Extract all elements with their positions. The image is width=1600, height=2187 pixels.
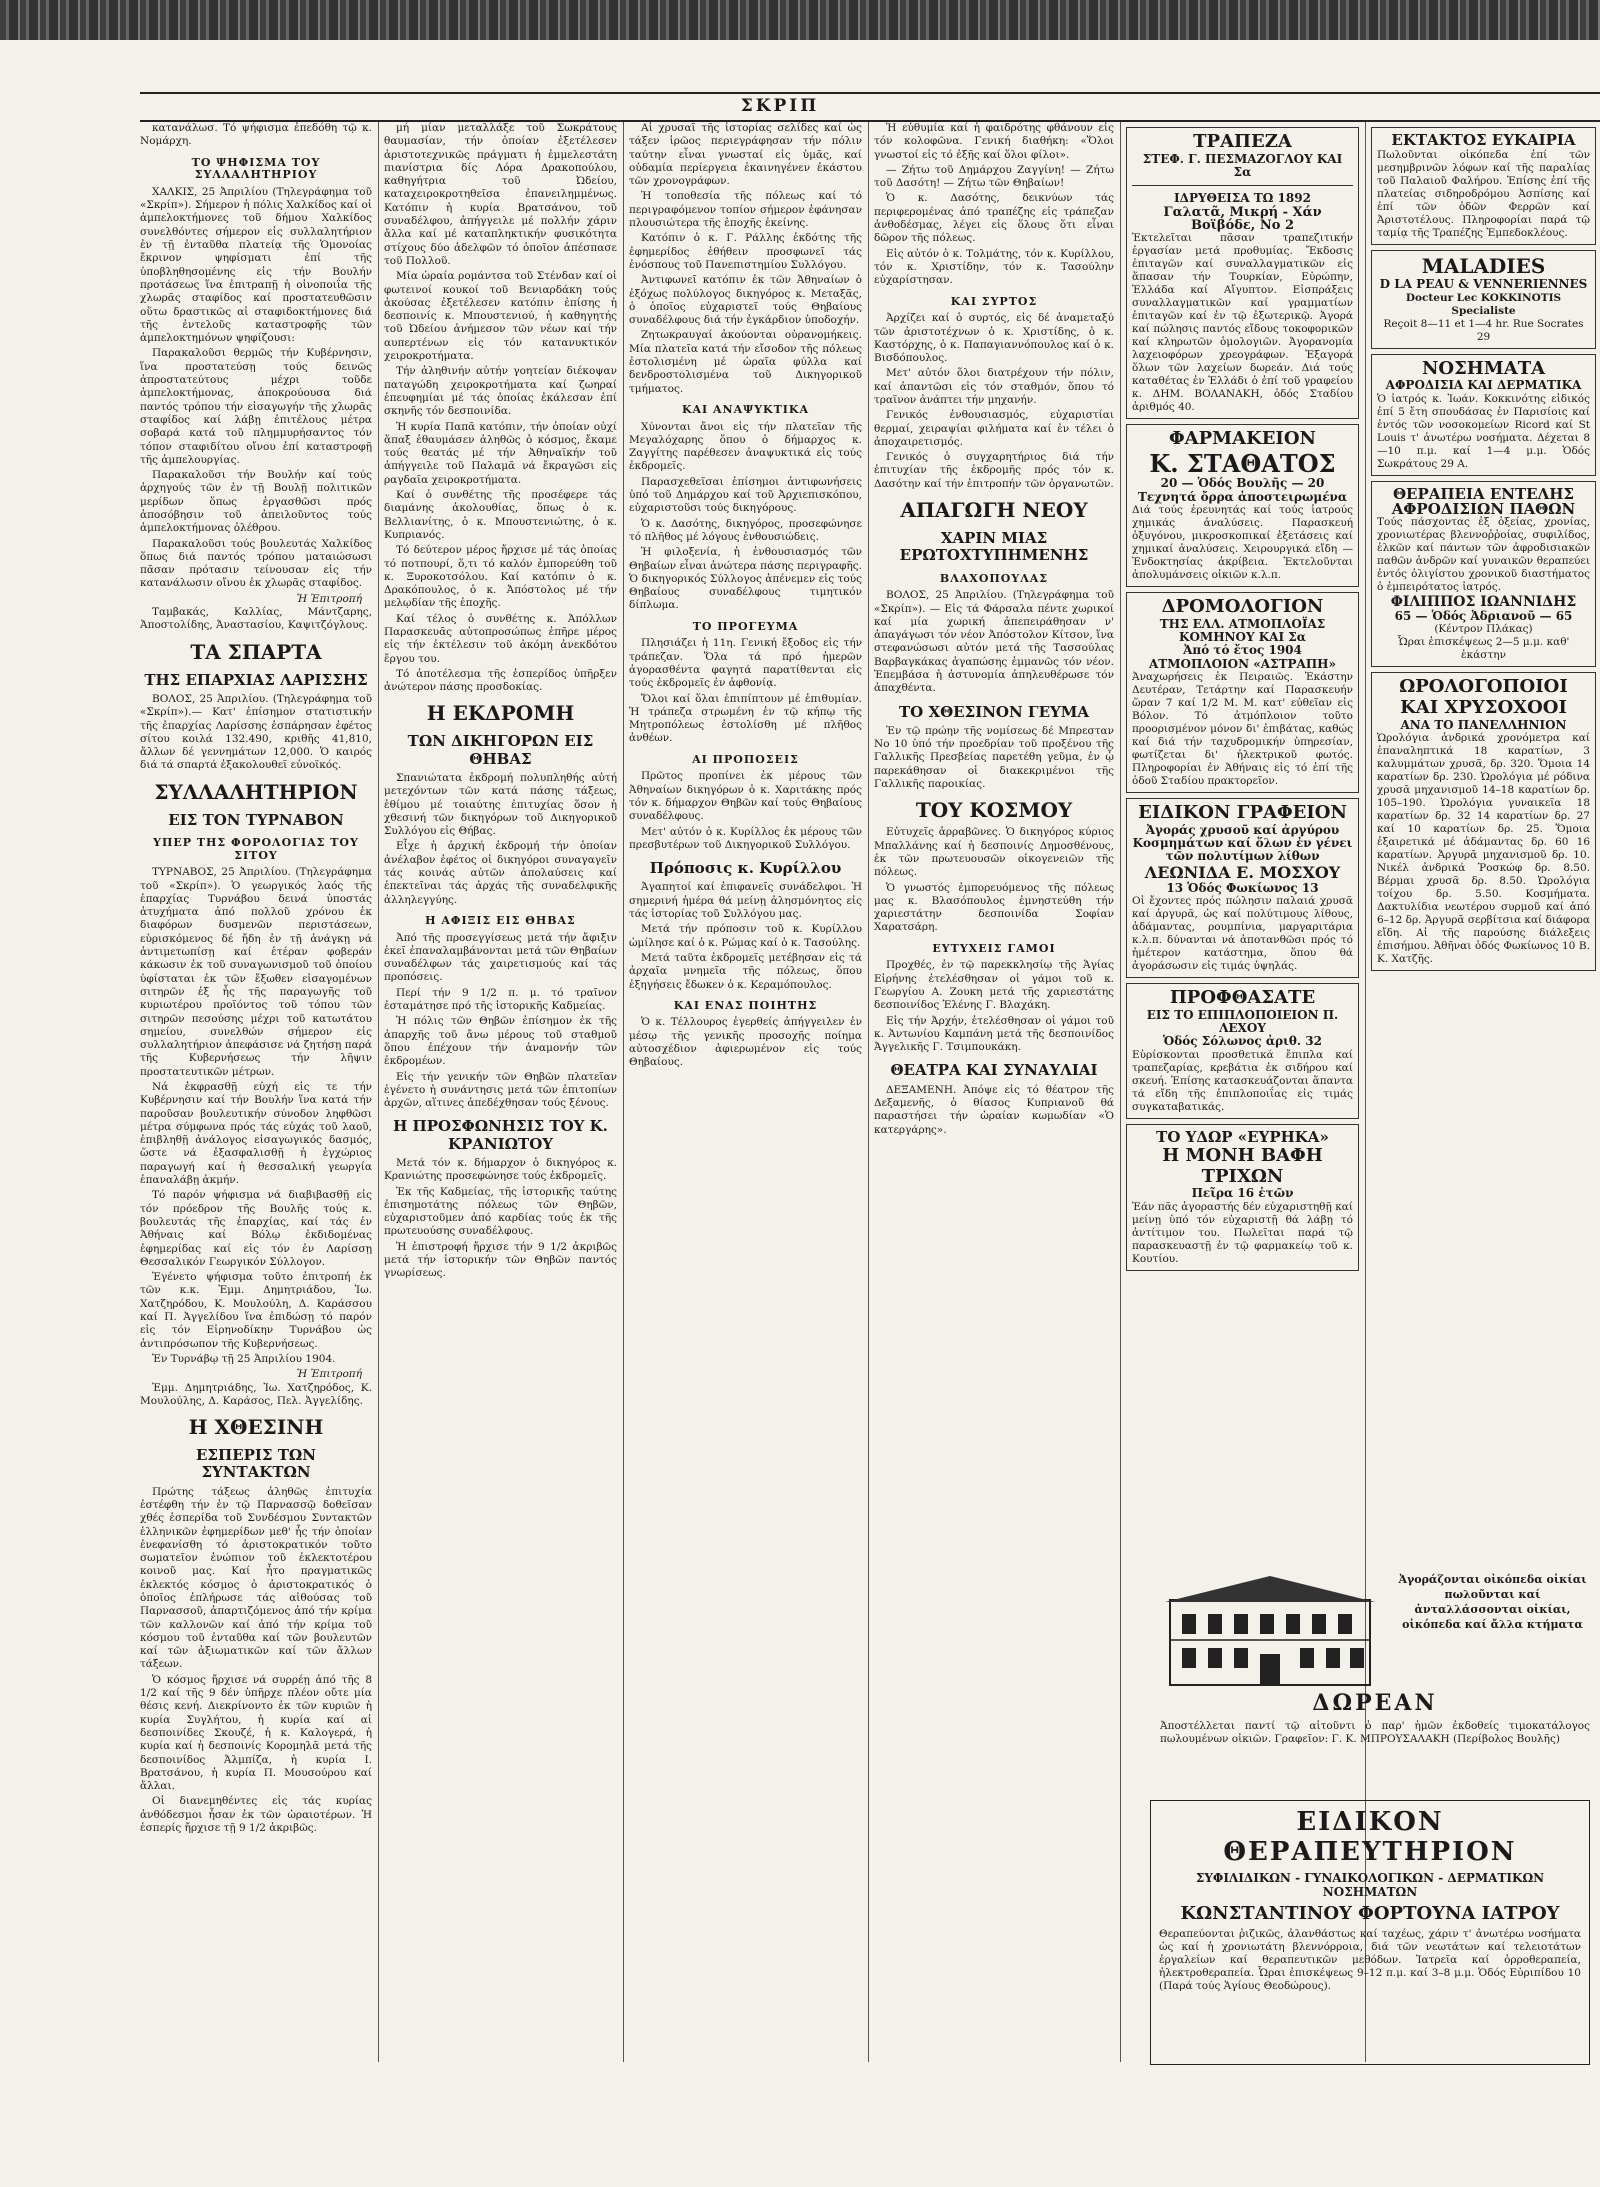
article-heading: ΑΙ ΠΡΟΠΟΣΕΙΣ: [692, 752, 799, 766]
watch-title: ΩΡΟΛΟΓΟΠΟΙΟΙ: [1399, 676, 1568, 698]
newspaper-name: ΣΚΡΙΠ: [740, 96, 820, 116]
article-paragraph: Χύνονται ἄνοι εἰς τήν πλατεῖαν τῆς Μεγαλόχαρης ὅπου ὁ δήμαρχος κ. Ζαγγίτης παρέθεσεν ἀναψυκτικά εἰς τούς ἐκδρομεῖς.: [629, 420, 862, 473]
eureka-body: Ἐάν πᾶς ἀγοραστής δέν εὐχαριστηθῇ καί μείνῃ ὑπό τόν εὐχαριστῇ θά λάβῃ τό ἀντίτιμον του. Πωλεῖται παρά τῷ παρασκευαστῇ ἐν τῷ φαρμακείῳ τοῦ κ. Κουτίου.: [1132, 1200, 1353, 1265]
article-paragraph: Ὁ κ. Δασότης, δεικνύων τάς περιφερομένας ἀπό τραπέζης εἰς τράπεζαν ἀνθοδέσμας, λέγει εἰς ὅλους ὅτι εἶναι δῶρον τῆς πόλεως.: [874, 192, 1114, 245]
article-paragraph: ΤΥΡΝΑΒΟΣ, 25 Ἀπριλίου. (Τηλεγράφημα τοῦ «Σκρίπ»). Ὁ γεωργικός λαός τῆς ἐπαρχίας Τυρνάβου δεινά ὑποστάς ἀτυχήματα ἀπό πολλοῦ χρόνου ἐκ διαφόρων δυσμενῶν περιστάσεων, εὑρισκόμενος δέ ἤδη ἐν τῇ ἀνάγκῃ νά ἀντιμετωπίσῃ καί ἑτέραν φοβεράν κάκωσιν ἐκ τοῦ συναγωνισμοῦ τοῦ ὁποίου ὑφίσταται ἐκ τῶν ἔξωθεν εἰσαγομένων σιτηρῶν ἐξ ἧς τῆς παραγωγῆς τοῦ κυριωτέρου προϊόντος τοῦ τόπου τῶν σιτηρῶν πεσούσης μέχρι τοῦ κατωτάτου σημείου, συνελθών σήμερον εἰς συλλαλητήριον ἀπεφάσισε νά ζητήσῃ παρά τῆς Κυβερνήσεως τήν λῆψιν προστατευτικῶν μέτρων.: [140, 866, 372, 1078]
article-heading: ΣΥΛΛΑΛΗΤΗΡΙΟΝ: [154, 779, 358, 804]
watch-ad: [1371, 672, 1596, 971]
article-paragraph: Καί τέλος ὁ συνθέτης κ. Ἀπόλλων Παρασκευᾶς αὐτοπροσώπως ἐπῆρε μέρος εἰς τήν ἐκτέλεσιν τοῦ ἀκόμη ἀνεκδότου ἔργου του.: [384, 612, 617, 665]
article-paragraph: ΒΟΛΟΣ, 25 Ἀπριλίου. (Τηλεγράφημα τοῦ «Σκρίπ»).— Κατ' ἐπίσημον στατιστικήν τῆς ἐπαρχίας Λαρίσσης ἐσπάρησαν ἐφέτος σίτου κοιλά 132.490, κριθῆς 41,810, ἄλλων δέ γεννημάτων 12,000. Ὁ καιρός διά τά σπαρτά ἐξακολουθεῖ εὐνοϊκός.: [140, 692, 372, 772]
article-paragraph: Παρακαλοῦσι τούς βουλευτάς Χαλκίδος ὅπως διά παντός τρόπου ματαιώσωσι πᾶσαν πρότασιν τείνουσαν εἰς τήν κατανάλωσιν οἴνου ἐκ χλωρᾶς σταφίδος.: [140, 537, 372, 590]
clinic-ad: [1150, 1800, 1590, 2065]
article-paragraph: Ἡ πόλις τῶν Θηβῶν ἐπίσημον ἐκ τῆς ἀπαρχῆς τοῦ ἄνω μέρους τοῦ σταθμοῦ ὅπου ἐπέχουν τήν ἀναμονήν τῶν ἐκδρομέων.: [384, 1015, 617, 1068]
pharmacy-title: ΦΑΡΜΑΚΕΙΟΝ: [1169, 428, 1316, 450]
shipping-subtitle: ΤΗΣ ΕΛΛ. ΑΤΜΟΠΛΟΪΑΣ ΚΟΜΗΝΟΥ ΚΑΙ Σα: [1159, 616, 1326, 645]
emergency-ad: [1371, 127, 1596, 245]
article-paragraph: Ὁ κ. Δασότης, δικηγόρος, προσεφώνησε τό πλῆθος μέ λόγους ἐνθουσιώδεις.: [629, 517, 862, 543]
article-paragraph: Ἀγαπητοί καί ἐπιφανεῖς συνάδελφοι. Ἡ σημερινή ἡμέρα θά μείνῃ ἀλησμόνητος εἰς τάς ἱστορίας τοῦ Συλλόγου μας.: [629, 881, 862, 921]
shipping-title: ΔΡΟΜΟΛΟΓΙΟΝ: [1161, 596, 1324, 618]
article-paragraph: Ἀντιφωνεῖ κατόπιν ἐκ τῶν Ἀθηναίων ὁ ἐξόχως πολύλογος δικηγόρος κ. Μεταξᾶς, ὁ ὁποῖος εὐχαριστεῖ τούς Θηβαίους συναδέλφους διά τήν ἐγκάρδιον ὑποδοχήν.: [629, 274, 862, 327]
article-heading: Η ΠΡΟΣΦΩΝΗΣΙΣ ΤΟΥ Κ. ΚΡΑΝΙΩΤΟΥ: [393, 1117, 608, 1153]
article-heading: Η ΧΘΕΣΙΝΗ: [188, 1415, 324, 1440]
article-paragraph: ΒΟΛΟΣ, 25 Ἀπριλίου. (Τηλεγράφημα τοῦ «Σκρίπ»). — Εἰς τά Φάρσαλα πέντε χωρικοί καί μία χωρική ἀπεπειράθησαν ν' ἀπαγάγωσι τόν νέον Ἀπόστολον Κίτσον, ἵνα στεφανώσωσι αὐτόν μετά τῆς Τασσούλας Βαρβαγκάκας ἀγαπώσης ἐμμανῶς τόν νέον. Ἐπεμβάσα ἡ ἀστυνομία ἀπηλευθέρωσε τόν ἀπαχθέντα.: [874, 589, 1114, 695]
column-3: [629, 122, 862, 2072]
house-ad-text: Ἀγοράζονται οἰκόπεδα οἰκίαι πωλοῦνται καί ἀνταλλάσσονται οἰκίαι, οἰκόπεδα καί ἄλλα κτήματα: [1398, 1573, 1587, 1631]
clinic-title: ΕΙΔΙΚΟΝ ΘΕΡΑΠΕΥΤΗΡΙΟΝ: [1223, 1807, 1517, 1867]
article-paragraph: Προχθές, ἐν τῷ παρεκκλησίῳ τῆς Ἁγίας Εἰρήνης ἐτελέσθησαν οἱ γάμοι τοῦ κ. Γεωργίου Α. Ζουκη μετά τῆς χαριεστάτης δεσποινίδος Ἑλένης Γ. Βλαχάκη.: [874, 959, 1114, 1012]
maladies-doctor: Docteur Lec KOKKINOTIS Specialiste: [1405, 291, 1562, 317]
clinic-doctor-name: ΚΩΝΣΤΑΝΤΙΝΟΥ ΦΟΡΤΟΥΝΑ ΙΑΤΡΟΥ: [1180, 1903, 1560, 1924]
article-paragraph: — Ζήτω τοῦ Δημάρχου Ζαγγίνη! — Ζήτω τοῦ Δασότη! — Ζήτω τῶν Θηβαίων!: [874, 163, 1114, 190]
watch-subtitle: ΚΑΙ ΧΡΥΣΟΧΟΟΙ: [1400, 697, 1567, 719]
therapy-address-note: (Κέντρον Πλάκας): [1434, 623, 1533, 636]
office-subtitle: Ἀγοράς χρυσοῦ καί ἀργύρου Κοσμημάτων καί ὅλων ἐν γένει τῶν πολυτίμων λίθων: [1132, 822, 1353, 864]
article-heading: ΤΟ ΧΘΕΣΙΝΟΝ ΓΕΥΜΑ: [899, 702, 1089, 721]
article-heading: ΤΑ ΣΠΑΡΤΑ: [190, 639, 322, 664]
diseases-ad: [1371, 354, 1596, 476]
eureka-subtitle: Η ΜΟΝΗ ΒΑΦΗ ΤΡΙΧΩΝ: [1162, 1145, 1323, 1187]
ads-column-6: [1371, 122, 1596, 1562]
article-paragraph: κατανάλωσ. Τό ψήφισμα ἐπεδόθη τῷ κ. Νομάρχη.: [140, 122, 372, 148]
article-paragraph: Νά ἐκφρασθῇ εὐχή εἰς τε τήν Κυβέρνησιν καί τήν Βουλήν ἵνα κατά τήν παροῦσαν βουλευτικήν σύνοδον ληφθῶσι μέτρα σύμφωνα πρός τάς εὐχάς τοῦ λαοῦ, ἐπιβληθῇ ἀνάλογος εἰσαγωγικός δασμός, ὥστε νά ἐξασφαλισθῇ ἡ ἐγχώριος παραγωγή καί ἡ θεσσαλική γεωργία ἐπαναλάβῃ ἀκμήν.: [140, 1080, 372, 1187]
article-paragraph: Εὐτυχεῖς ἀρραβῶνες. Ὁ δικηγόρος κύριος Μπαλλάνης καί ἡ δεσποινίς Δημοσθένους, ἐκ τῶν πρωτευουσῶν οἰκογενειῶν τῆς πόλεως.: [874, 826, 1114, 879]
maladies-ad: [1371, 250, 1596, 348]
emergency-title: ΕΚΤΑΚΤΟΣ ΕΥΚΑΙΡΙΑ: [1391, 131, 1576, 149]
article-heading: ΚΑΙ ΕΝΑΣ ΠΟΙΗΤΗΣ: [673, 998, 818, 1012]
article-heading: ΘΕΑΤΡΑ ΚΑΙ ΣΥΝΑΥΛΙΑΙ: [890, 1061, 1098, 1080]
house-illustration-icon: [1160, 1570, 1380, 1690]
article-paragraph: Εἰς τήν γενικήν τῶν Θηβῶν πλατεῖαν ἐγένετο ἡ συνάντησις μετά τῶν ἐπιτοπίων ἀρχῶν, αἵτινες ἀπεδέχθησαν τούς ξένους.: [384, 1070, 617, 1110]
article-heading: Πρόποσις κ. Κυρίλλου: [649, 859, 842, 878]
eureka-title: ΤΟ ΥΔΩΡ «ΕΥΡΗΚΑ»: [1156, 1127, 1329, 1146]
clinic-body: Θεραπεύονται ῥιζικῶς, ἀλανθάστως καί ταχέως, χάριν τ' ἀνωτέρω νοσήματα ὡς καί ἡ χρονιωτάτη βλεννόρροια, διά τῶν νεωτάτων καί τελειοτάτων ἐργαλείων καί θεραπευτικῶν μεθόδων. Ἰατρεῖα καί ὀρροθεραπεία, ἠλεκτροθεραπεία. Ὧραι ἐπισκέψεως 9–12 π.μ. καί 3–8 μ.μ. Ὁδός Εὐριπίδου 10 (Παρά τούς Ἁγίους Θεοδώρους).: [1159, 1928, 1581, 1992]
watch-body: Ὡρολόγια ἀνδρικά χρονόμετρα καί ἐπαναληπτικά 18 καρατίων, 3 καλυμμάτων χρυσᾶ, δρ. 320. Ὅμοια 14 καρατίων δρ. 230. Ὡρολόγια μέ ρόδινα χρυσᾶ μηχανισμοῦ 14–18 καρατίων δρ. 105–190. Ὡρολόγια γυναικεῖα 18 καρατίων δρ. 32 14 καρατίων δρ. 27 καί 10 καρατίων δρ. 25. Ὅμοια ἐξαιρετικά μέ ἀδάμαντας δρ. 60 16 καρατίων. Ἀργυρᾶ μηχανισμοῦ δρ. 10. Νικέλ ἀνδρικά Ῥοσκώφ δρ. 8.50. Βέρμαι χρυσᾶ δρ. 8.50. Ὡρολόγια τοίχου δρ. 5.50. Κοσμήματα. Δακτυλίδια νεωτέρου συρμοῦ καί ἀπό 6–12 δρ. Ἀργυρᾶ σερβίτσια καί διάφορα εἴδη. Αἱ τῆς παρούσης διάλεξεις ἐπισήμου. Ἀθῆναι ὁδός Φωκίωνος 10 Β. Κ. Χατζῆς.: [1377, 732, 1590, 966]
eureka-proof: Πεῖρα 16 ἐτῶν: [1191, 1186, 1294, 1201]
eureka-ad: [1126, 1124, 1359, 1271]
article-paragraph: ΧΑΛΚΙΣ, 25 Ἀπριλίου (Τηλεγράφημα τοῦ «Σκρίπ»). Σήμερον ἡ πόλις Χαλκίδος καί οἱ ἀμπελοκτήμονες τοῦ δήμου Χαλκίδος συνελθόντες σήμερον εἰς συλλαλητήριον ἐν τῇ ἐνταῦθα πλατείᾳ τῆς Ὁμονοίας ἔκρινον ψηφίσματι ἐπί τῆς ὑποβληθησομένης εἰς τήν Βουλήν προτάσεως ἵνα ἐπιτραπῇ ἡ οἰνοποιΐα τῆς χλωρᾶς σταφίδος καί προστατευθῶσιν οὕτω δραστικῶς αἱ σταφιδοκτήμονες διά τῆς ἐντελοῦς καταστροφῆς τῶν ἀμπελοκτημόνων ψηφίζουσι:: [140, 185, 372, 345]
article-paragraph: Σπανιώτατα ἐκδρομή πολυπληθής αὐτή μετεχόντων τῶν κατά πάσης τάξεως, ἐθίμου μέ τοιαύτης ἐπιτυχίας ὅσον ἡ χθεσινή τῶν δικηγόρων τοῦ Δικηγορικοῦ Συλλόγου εἰς Θήβας.: [384, 771, 617, 838]
article-heading: ΤΟ ΨΗΦΙΣΜΑ ΤΟΥ ΣΥΛΛΑΛΗΤΗΡΙΟΥ: [191, 155, 321, 182]
article-paragraph: Περί τήν 9 1/2 π. μ. τό τραῖνον ἐσταμάτησε πρό τῆς ἱστορικῆς Καδμείας.: [384, 986, 617, 1013]
article-heading: ΤΟ ΠΡΟΓΕΥΜΑ: [692, 619, 799, 633]
office-address: 13 Ὁδός Φωκίωνος 13: [1166, 880, 1319, 895]
office-name: ΛΕΩΝΙΔΑ Ε. ΜΟΣΧΟΥ: [1144, 862, 1341, 882]
column-rule: [623, 122, 624, 2062]
article-paragraph: Ἡ φιλοξενία, ἡ ἐνθουσιασμός τῶν Θηβαίων εἶναι ἀνώτερα πάσης περιγραφῆς. Ὁ δικηγορικός Σύλλογος ἀπένεμεν εἰς τούς Θηβαίους συναδέλφους τιμητικόν δίπλωμα.: [629, 546, 862, 612]
provision-title: ΠΡΟΦΘΑΣΑΤΕ: [1169, 987, 1316, 1009]
therapy-body: Τούς πάσχοντας ἐξ ὀξείας, χρονίας, χρονιωτέρας βλεννοῤῥοίας, συφιλίδος, ἐλκῶν καί πάντων τῶν ἀφροδισιακῶν παθῶν ἀνδρῶν καί γυναικῶν θεραπεύει ἐντός ὀλιγίστου χρονικοῦ διαστήματος ὁ ἐμπειρότατος ἰατρός.: [1377, 516, 1590, 594]
article-paragraph: Εἰς αὐτόν ὁ κ. Τολμάτης, τόν κ. Κυρίλλου, τόν κ. Χριστίδην, τόν κ. Τασούλην εὐχαρίστησαν.: [874, 247, 1114, 287]
article-paragraph: Πλησιάζει ἡ 11η. Γενική ἔξοδος εἰς τήν τράπεζαν. Ὅλα τά πρό ἡμερῶν ἀγορασθέντα φαγητά παρατίθενται εἰς τούς ἐκδρομεῖς ἐν ἀφθονίᾳ.: [629, 637, 862, 690]
article-paragraph: Εἶχε ἡ ἀρχική ἐκδρομή τήν ὁποίαν ἀνέλαβον ἐφέτος οἱ δικηγόροι συναγαγεῖν τάς κοινάς αὐτῶν ἀπολαύσεις καί ἐπεκτεῖναι τάς ἀρχάς τῆς συναδελφικῆς ἀλληλεγγύης.: [384, 840, 617, 906]
article-paragraph: ΔΕΞΑΜΕΝΗ. Ἀπόψε εἰς τό θέατρον τῆς Δεξαμενῆς, ὁ θίασος Κυπριανοῦ θά παραστήσει τήν ὡραίαν κωμωδίαν «Ὁ κατεργάρης».: [874, 1083, 1114, 1136]
bank-title: ΤΡΑΠΕΖΑ: [1193, 131, 1292, 152]
watch-subtitle-2: ΑΝΑ ΤΟ ΠΑΝΕΛΛΗΝΙΟΝ: [1400, 717, 1567, 732]
article-paragraph: Μετ' αὐτόν ὅλοι διατρέχουν τήν πόλιν, καί ἀπαντῶσι εἰς τόν σταθμόν, ὅπου τό τραῖνον ἀνάπτει τήν μηχανήν.: [874, 367, 1114, 406]
diseases-subtitle: ΑΦΡΟΔΙΣΙΑ ΚΑΙ ΔΕΡΜΑΤΙΚΑ: [1385, 378, 1582, 393]
article-paragraph: Οἱ διανεμηθέντες εἰς τάς κυρίας ἀνθόδεσμοι ἦσαν ἐκ τῶν ὡραιοτέρων. Ἡ ἑσπερίς ἤρχισε τῇ 9 1/2 ἀκριβῶς.: [140, 1795, 372, 1835]
article-paragraph: Ἐν τῷ πρώην τῆς νομίσεως δέ Μπρεσταν Νο 10 ὑπό τήν προεδρίαν τοῦ προξένου τῆς Γαλλικῆς Πρεσβείας παρετέθη γεῦμα, ἐν ᾧ παρεκάθησαν οἱ διακεκριμένοι τῆς Γαλλικῆς παροικίας.: [874, 724, 1114, 791]
bank-ad: [1126, 127, 1359, 419]
article-paragraph: Ἐγένετο ψήφισμα τοῦτο ἐπιτροπή ἐκ τῶν κ.κ. Ἐμμ. Δημητριάδου, Ἰω. Χατζηρόδου, Κ. Μουλούλη, Δ. Καράσσου καί Π. Ἀγγελίδου ἵνα ἐπιδώσῃ τό παρόν εἰς τόν Εἰρηνοδίκην Τυρνάβου ὡς ἀντιπρόσωπον τῆς Κυβερνήσεως.: [140, 1271, 372, 1350]
article-paragraph: Γενικός ὁ συγχαρητήριος διά τήν ἐπιτυχίαν τῆς ἐκδρομῆς πρός τόν κ. Δασότην καί τήν ἐπιτροπήν τῶν ὀργανωτῶν.: [874, 451, 1114, 490]
article-paragraph: μή μίαν μεταλλάξε τοῦ Σωκράτους θαυμασίαν, τήν ὁποίαν ἐξετέλεσεν ἀριστοτεχνικῶς πράγματι ἡ ἐμμελεστάτη πιανίστρια δίς Λόρα Δρακοπούλου, καθηγήτρια τοῦ Ὠδείου, καταχειροκροτηθεῖσα ἐπανειλημμένως. Κατόπιν ἡ κυρία Βρατσάνου, τοῦ συναδέλφου, ἀπήγγειλε μέ πολλήν χάριν ἄλλα καί μέ καταπληκτικήν φυσικότητα στίχους δύο ἀδελφῶν τό ὁποῖον ἀπέσπασε τοῦ Πολλοῦ.: [384, 122, 617, 267]
clinic-subtitle: ΣΥΦΙΛΙΔΙΚΩΝ - ΓΥΝΑΙΚΟΛΟΓΙΚΩΝ - ΔΕΡΜΑΤΙΚΩΝ ΝΟΣΗΜΑΤΩΝ: [1195, 1871, 1545, 1899]
article-heading: ΕΥΤΥΧΕΙΣ ΓΑΜΟΙ: [932, 941, 1056, 955]
article-paragraph: Ἀρχίζει καί ὁ συρτός, εἰς δέ ἀναμεταξύ τῶν ἀριστοτέχνων ὁ κ. Χριστίδης, ὁ κ. Καστόρχης, ὁ κ. Παπαγιαννόπουλος καί ὁ κ. Βισδόπουλος.: [874, 312, 1114, 365]
article-heading: ΤΩΝ ΔΙΚΗΓΟΡΩΝ ΕΙΣ ΘΗΒΑΣ: [407, 732, 594, 768]
article-paragraph: Ἡ κυρία Παπᾶ κατόπιν, τήν ὁποίαν οὐχί ἅπαξ ἐθαυμάσεν ἀληθῶς ὁ κόσμος, ἔκαμε τούς θεατάς μέ τήν Ἀθηναϊκήν τοῦ ἀπήγγειλε τοῦ Παλαμᾶ νά ἔκραγῶσι εἰς ραγδαῖα χειροκροτήματα.: [384, 420, 617, 486]
article-paragraph: Ὅλοι καί ὅλαι ἐπιπίπτουν μέ ἐπιθυμίαν. Ἡ τράπεζα στρωμένη ἐν τῷ κήπῳ τῆς Μητροπόλεως ἐστολίσθη μέ πλῆθος ἀνθέων.: [629, 692, 862, 745]
provision-address: Ὁδός Σόλωνος ἀριθ. 32: [1163, 1034, 1322, 1049]
shipping-ad: [1126, 592, 1359, 793]
article-heading: ΤΟΥ ΚΟΣΜΟΥ: [915, 798, 1073, 823]
article-paragraph: Ταμβακάς, Καλλίας, Μάντζαρης, Ἀποστολίδης, Ἀναστασίου, Καψιτζόγλους.: [140, 606, 372, 632]
ads-column-5: [1126, 122, 1359, 1562]
article-heading: ΒΛΑΧΟΠΟΥΛΑΣ: [939, 571, 1049, 585]
article-paragraph: Παρασχεθεῖσαι ἐπίσημοι ἀντιφωνήσεις ὑπό τοῦ Δημάρχου καί τοῦ Ἀρχιεπισκόπου, εὐχαριστοῦσι τούς δικηγόρους.: [629, 475, 862, 515]
provision-body: Εὑρίσκονται προσθετικά ἔπιπλα καί τραπεζαρίας, κρεβάτια ἐκ σιδήρου καί σκευή. Ἐπίσης κατασκευάζονται ἅπαντα τά εἴδη τῆς ἐπιπλοποιΐας εἰς τιμάς συγκαταβατικάς.: [1132, 1048, 1353, 1113]
article-paragraph: Μετ' αὐτόν ὁ κ. Κυρίλλος ἐκ μέρους τῶν πρεσβυτέρων τοῦ Δικηγορικοῦ Συλλόγου.: [629, 825, 862, 851]
signature: Ἡ Ἐπιτροπή: [296, 592, 362, 605]
maladies-hours: Reçoit 8—11 et 1—4 hr. Rue Socrates 29: [1383, 317, 1584, 343]
bank-founded: ΙΔΡΥΘΕΙΣΑ ΤΩ 1892: [1174, 191, 1311, 206]
article-paragraph: Πρώτης τάξεως ἀληθῶς ἐπιτυχία ἐστέφθη τήν ἐν τῷ Παρνασσῷ δοθεῖσαν χθές ἑσπερίδα τοῦ Συνδέσμου Συντακτῶν ἑλληνικῶν ἐφημερίδων μεθ' ἧς τήν ὁποίαν ἐνεφανίσθη τό ἀριστοκρατικόν τοῦτο σωματεῖον ἐνώπιον τοῦ ἐκλεκτοτέρου κοινοῦ μας. Καί ἦτο πραγματικῶς ἐκλεκτός κόσμος ὁ ἀριστοκρατικός ὁ ὁποῖος ἐπλήρωσε τάς αἰθούσας τοῦ Παρνασσοῦ, ἀπαρτιζόμενος ἀπό τήν κρίμα τῶν καλλονῶν καί ἀπό τήν κρίμα τοῦ κόσμου τοῦ ἐνταῦθα καί τῶν βουλευτῶν καί τῶν ἀξιωματικῶν καί τῶν ἄλλων τάξεων.: [140, 1485, 372, 1671]
article-paragraph: Αἱ χρυσαῖ τῆς ἱστορίας σελίδες καί ὡς τάξεν ἱρῶος περιεγράφησαν τήν πόλιν ταύτην εἶναι γνωσταί εἰς ὑμᾶς, καί οὐδαμία περίεργεια ἐκαινηγένεν ἐκάστου τῶν χρονογράφων.: [629, 122, 862, 188]
article-paragraph: Ἀπό τῆς προσεγγίσεως μετά τήν ἄφιξιν ἐκεῖ ἐπαναλαμβάνονται μετά τῶν Θηβαίων συναδέλφων τάς χαιρετισμούς καί τάς προπόσεις.: [384, 931, 617, 984]
article-paragraph: Εἰς τήν Ἀρχήν, ἐτελέσθησαν οἱ γάμοι τοῦ κ. Ἀντωνίου Καμπάνη μετά τῆς δεσποινίδος Ἀγγελικῆς Γ. Τσιμπουκάκη.: [874, 1014, 1114, 1054]
provision-subtitle: ΕΙΣ ΤΟ ΕΠΙΠΛΟΠΟΙΕΙΟΝ Π. ΛΕΧΟΥ: [1146, 1007, 1339, 1036]
diseases-title: ΝΟΣΗΜΑΤΑ: [1421, 357, 1546, 379]
diseases-body: Ὁ ἰατρός κ. Ἰωάν. Κοκκινότης εἰδικός ἐπί 5 ἔτη σπουδάσας ἐν Παρισίοις καί ἐντός τῶν νοσοκομείων Ricord καί St Louis τ' ἀνωτέρω νοσήματα. Δέχεται 8—10 π.μ. καί 1—4 μ.μ. Ὁδός Σωκράτους 29 Α.: [1377, 392, 1590, 470]
article-paragraph: Μετά τόν κ. δήμαρχον ὁ δικηγόρος κ. Κρανιώτης προσεφώνησε τούς ἐκδρομεῖς.: [384, 1156, 617, 1183]
article-paragraph: Τό παρόν ψήφισμα νά διαβιβασθῇ εἰς τόν πρόεδρον τῆς Βουλῆς τούς κ. βουλευτάς τῆς ἐπαρχίας, καί τάς ἐν Ἀθήναις καί Βόλῳ ἐκδιδομένας ἐφημερίδας καί εἰς τόν ἐν Λαρίσσῃ Θεσσαλικόν Γεωργικόν Σύλλογον.: [140, 1189, 372, 1268]
article-paragraph: Ἐν Τυρνάβῳ τῇ 25 Ἀπριλίου 1904.: [152, 1352, 336, 1365]
article-paragraph: Τό δεύτερον μέρος ἤρχισε μέ τάς ὁποίας τό ποτπουρί, ὅ,τι τό καλόν ἐμπορεύθη τοῦ κ. Ξυροκοτσόλου. Καί κατόπιν ὁ κ. Δρακόπουλος, ὁ κ. Ἀπόστολος μέ τήν μελῳδίαν τῆς ἐποχῆς.: [384, 544, 617, 610]
article-paragraph: Ἐμμ. Δημητριάδης, Ἰω. Χατζηρόδος, Κ. Μουλούλης, Δ. Καράσος, Πελ. Ἀγγελίδης.: [140, 1381, 372, 1407]
article-heading: ΕΣΠΕΡΙΣ ΤΩΝ ΣΥΝΤΑΚΤΩΝ: [196, 1446, 316, 1482]
article-heading: ΚΑΙ ΣΥΡΤΟΣ: [950, 294, 1038, 308]
therapy-doctor: ΦΙΛΙΠΠΟΣ ΙΩΑΝΝΙΔΗΣ: [1390, 594, 1577, 611]
therapy-hours: Ὧραι ἐπισκέψεως 2—5 μ.μ. καθ' ἑκάστην: [1397, 636, 1570, 662]
article-paragraph: Μετά ταῦτα ἐκδρομεῖς μετέβησαν εἰς τά ἀρχαῖα μνημεῖα τῆς πόλεως, ὅπου ἐξηγήσεις ἔδωκεν ὁ κ. Κεραμόπουλος.: [629, 951, 862, 991]
article-heading: ΥΠΕΡ ΤΗΣ ΦΟΡΟΛΟΓΙΑΣ ΤΟΥ ΣΙΤΟΥ: [153, 835, 359, 862]
shipping-ship: ΑΤΜΟΠΛΟΙΟΝ «ΑΣΤΡΑΠΗ»: [1148, 656, 1336, 671]
article-paragraph: Τήν ἀληθινήν αὐτήν γοητείαν διέκοψαν παταγώδη χειροκροτήματα καί ζωηραί ἐπευφημίαι μέ τάς ὁποίας ἐκάλεσαν ἐπί σκηνῆς τόν δεσποινίδα.: [384, 365, 617, 418]
pharmacy-ad: [1126, 424, 1359, 587]
article-heading: Η ΑΦΙΞΙΣ ΕΙΣ ΘΗΒΑΣ: [425, 913, 576, 927]
article-paragraph: Πρῶτος προπίνει ἐκ μέρους τῶν Ἀθηναίων δικηγόρων ὁ κ. Χαριτάκης πρός τόν κ. δήμαρχον Θηβῶν καί τούς Θηβαίους συναδέλφους.: [629, 770, 862, 823]
shipping-year: Ἀπό τό ἔτος 1904: [1183, 643, 1302, 658]
column-rule: [868, 122, 869, 2062]
article-paragraph: Γενικός ἐνθουσιασμός, εὐχαριστίαι θερμαί, χειραψίαι φιλήματα καί ἐν τέλει ὁ ἀποχαιρετισμός.: [874, 409, 1114, 448]
emergency-body: Πωλοῦνται οἰκόπεδα ἐπί τῶν μεσημβρινῶν λόφων καί τῆς παραλίας τοῦ Παλαιοῦ Φαλήρου. Ἐπίσης ἐπί τῆς πλατείας σιδηροδρόμου Ἀσπίσης καί ἐπί τῶν ὁδῶν Φερρῶν καί Ἀριστοτέλους. Πληροφορίαι παρά τῷ ταμίᾳ τῆς Τραπέζης Ἐμπεδοκλέους.: [1377, 149, 1590, 240]
article-heading: ΤΗΣ ΕΠΑΡΧΙΑΣ ΛΑΡΙΣΣΗΣ: [144, 670, 368, 689]
article-paragraph: Τό ἀποτέλεσμα τῆς ἑσπερίδος ὑπῆρξεν ἀνώτερον πάσης προσδοκίας.: [384, 667, 617, 694]
article-paragraph: Ὁ γνωστός ἐμπορευόμενος τῆς πόλεως μας κ. Βλασόπουλος ἐμνηστεύθη τήν χαριεστάτην δεσποινίδα Σοφίαν Χαρατσάρη.: [874, 881, 1114, 934]
article-paragraph: Μετά τήν πρόποσιν τοῦ κ. Κυρίλλου ὡμίλησε καί ὁ κ. Ρώμας καί ὁ κ. Τασούλης.: [629, 923, 862, 949]
article-heading: ΚΑΙ ΑΝΑΨΥΚΤΙΚΑ: [681, 402, 810, 416]
pharmacy-subtitle: Τεχνητά ὄρρα ἀποστειρωμένα: [1137, 489, 1348, 504]
article-heading: ΕΙΣ ΤΟΝ ΤΥΡΝΑΒΟΝ: [168, 810, 344, 829]
bank-address: Γαλατᾶ, Μικρή - Χάν Βοϊβόδε, Νο 2: [1163, 204, 1322, 233]
article-paragraph: Ἡ τοποθεσία τῆς πόλεως καί τό περιγραφόμενον τοπίον σήμερον ἐφάνησαν πλουσιώτερα τῆς ἐποχῆς ἐκείνης.: [629, 190, 862, 230]
article-heading: ΧΑΡΙΝ ΜΙΑΣ ΕΡΩΤΟΧΤΥΠΗΜΕΝΗΣ: [899, 529, 1089, 565]
article-paragraph: Ὁ κόσμος ἤρχισε νά συρρέῃ ἀπό τῆς 8 1/2 καί τῆς 9 δέν ὑπῆρχε πλέον οὔτε μία θέσις κενή. Διεκρίνοντο ἐκ τῶν κυριῶν ἡ κυρία Συγλήτου, ἡ κυρία καί αἱ δεσποινίδες Σκουζέ, ἡ κ. Καλογερά, ἡ κυρία καί ἡ δεσποινίς Κορομηλᾶ μετά τῆς δεσποινίδος Ἀλμπίζα, ἡ κυρία Ι. Βρατσάνου, ἡ κυρία Π. Μουσούρου καί ἄλλαι.: [140, 1673, 372, 1793]
therapy-title: ΘΕΡΑΠΕΙΑ ΕΝΤΕΛΗΣ: [1392, 484, 1575, 503]
article-paragraph: Καί ὁ συνθέτης τῆς προσέφερε τάς διαμάνης ἀκολουθίας, ὅπως ὁ κ. Βελλιανίτης, ὁ κ. Μπουστενιώτης, ὁ κ. Κυπριανός.: [384, 489, 617, 541]
masthead: [140, 92, 1600, 122]
bank-subtitle: ΣΤΕΦ. Γ. ΠΕΣΜΑΖΟΓΛΟΥ ΚΑΙ Σα: [1142, 151, 1343, 179]
office-title: ΕΙΔΙΚΟΝ ΓΡΑΦΕΙΟΝ: [1138, 801, 1347, 823]
office-ad: [1126, 798, 1359, 978]
article-paragraph: Ἐκ τῆς Καδμείας, τῆς ἱστορικῆς ταύτης ἐπισημοτάτης πόλεως τῶν Θηβῶν, εὐχαριστοῦμεν ἀπό καρδίας τούς ἐκ τῆς πρωτευούσης συναδέλφους.: [384, 1185, 617, 1238]
column-2: [384, 122, 617, 2072]
therapy-address: 65 — Ὁδός Ἀδριανοῦ — 65: [1394, 609, 1573, 624]
article-paragraph: Μία ὡραία ρομάντσα τοῦ Στένδαν καί οἱ φωτεινοί κουκοί τοῦ Βενιαρδάκη τούς ἀκούσας ἐξετέλεσεν κατόπιν ἐπίσης ἡ δεσποινίς κ. Μπουστενιού, ἡ καθηγητής τοῦ Ὠδείου ἀνήμεσον τῶν νέων καί τήν αυπερτένων εἰς τόν κατανυκτικόν χειροκροτήματα.: [384, 270, 617, 363]
house-ad-free: ΔΩΡΕΑΝ: [1312, 1690, 1438, 1716]
bank-body: Ἐκτελεῖται πᾶσαν τραπεζιτικήν ἐργασίαν μετά προθυμίας. Ἔκδοσις ἐπιταγῶν καί συναλλαγματικῶν εἰς ἅπασαν τήν Τουρκίαν, Εὐρώπην, Ἑλλάδα καί Αἴγυπτον. Εἰσπράξεις συναλλαγματικῶν καί γραμματίων ἐπιταγῶν καί ἐν τῷ ἐξωτερικῷ. Ἀγορά καί πώλησις παντός εἴδους τοκοφορικῶν καί κληρωτῶν ὁμολογιῶν. Ἀγορανομία λαχειοφόρων χρεογράφων. Ἐξαγορά ὅλων τῶν λαχείων δωρεάν. Διά τούς καταθέτας ἐν Ἑλλάδι ὁ ἐπί τοῦ γραφείου κ. ΔΗΜ. ΒΟΛΑΝΑΚΗ, ὁδός Σταδίου ἀριθμός 40.: [1132, 232, 1353, 414]
pharmacy-address: 20 — Ὁδός Βουλῆς — 20: [1160, 476, 1325, 491]
article-paragraph: Παρακαλοῦσι θερμῶς τήν Κυβέρνησιν, ἵνα προστατεύσῃ τούς δεινῶς ἀπροστατεύτους μέχρι τοῦδε ἀμπελοκτήμονας, ἀποκρούουσα διά παντός τρόπου τήν εἰσαγωγήν τῆς χλωρᾶς σταφίδος καί λάβῃ ἐπιτέλους μέτρα σοβαρά κατά τοῦ πλημμυρήσαντος τόν τόπον σταφιδίτου οἴνου ἐπί καταστροφῇ τῆς ἀμπελουργίας.: [140, 347, 372, 466]
therapy-ad: [1371, 481, 1596, 668]
therapy-subtitle: ΑΦΡΟΔΙΣΙΩΝ ΠΑΘΩΝ: [1391, 499, 1576, 518]
article-paragraph: Παρακαλοῦσι τήν Βουλήν καί τούς ἀρχηγούς τῶν ἐν τῇ Βουλῇ πολιτικῶν μερίδων ὅπως ἐργασθῶσι πρός ἀποσόβησιν τοῦ ἀπειλοῦντος τούς ἀμπελοκτήμονας ὀλέθρου.: [140, 469, 372, 535]
office-body: Οἱ ἔχοντες πρός πώλησιν παλαιά χρυσᾶ καί ἀργυρᾶ, ὡς καί πολύτιμους λίθους, ἀδάμαντας, ρουμπίνια, μαργαριτάρια κ.λ.π. δύνανται νά ἀποτανθῶσι πρός τό ἡμέτερον κατάστημα, ὅπου θά ἀγοράσωσιν εἰς τιμάς ὑψηλάς.: [1132, 895, 1353, 973]
maladies-subtitle: D LA PEAU & VENNERIENNES: [1379, 277, 1588, 292]
signature: Ἡ Ἐπιτροπή: [296, 1368, 362, 1381]
maladies-title: MALADIES: [1421, 254, 1546, 279]
provision-ad: [1126, 983, 1359, 1119]
column-rule: [1365, 122, 1366, 2062]
pharmacy-name: Κ. ΣΤΑΘΑΤΟΣ: [1149, 448, 1336, 478]
column-rule: [1120, 122, 1121, 2062]
house-ad-body: Ἀποστέλλεται παντί τῷ αἰτοῦντι ὁ παρ' ἡμῶν ἐκδοθείς τιμοκατάλογος πωλουμένων οἰκιῶν. Γραφεῖον: Γ. Κ. ΜΠΡΟΥΣΑΛΑΚΗ (Περίβολος Βουλῆς): [1160, 1720, 1590, 1745]
article-paragraph: Ἡ εὐθυμία καί ἡ φαιδρότης φθάνουν εἰς τόν κολοφῶνα. Γενική διαθήκη: «Ὅλοι γνωστοί εἰς τό ἐξῆς καί ὅλοι φίλοι».: [874, 122, 1114, 161]
article-paragraph: Ὁ κ. Τέλλουρος ἐγερθείς ἀπήγγειλεν ἐν μέσῳ τῆς γενικῆς προσοχῆς ποίημα αὐτοσχέδιον ἀφιερωμένον εἰς τούς Θηβαίους.: [629, 1016, 862, 1069]
article-paragraph: Ζητωκραυγαί ἀκούονται οὐρανομήκεις. Μία πλατεῖα κατά τήν εἴσοδον τῆς πόλεως ἐστολισμένη μέ ὡραῖα φύλλα καί δενδροστολισμένα τοῦ Δικηγορικοῦ τμήματος.: [629, 329, 862, 395]
shipping-body: Ἀναχωρήσεις ἐκ Πειραιῶς. Ἑκάστην Δευτέραν, Τετάρτην καί Παρασκευήν ὥραν 7 καί 1/2 Μ. Μ. κατ' εὐθεῖαν εἰς Βόλον. Τό ἀτμόπλοιον τοῦτο προορισμένον μόνον δι' ἐπιβάτας, καθώς καί διά τήν ταχυδρομικήν ὑπηρεσίαν, φωτίζεται δι' ἠλεκτρικοῦ φωτός. Πληροφορίαι ἐν Ἀθήναις εἰς τό ἐπί τῆς ὁδοῦ Σταδίου πρακτορεῖον.: [1132, 670, 1353, 787]
column-1: [140, 122, 372, 2072]
pharmacy-body: Διά τούς ἐρευνητάς καί τούς ἰατρούς χημικάς ἀναλύσεις. Παρασκευή ὀξυγόνου, μικροσκοπικαί ἐξετάσεις καί χημικαί ἀναλύσεις. Χειρουργικά εἴδη — Ἐνδοκτησίας ἀκρίβεια. Ἐκτελοῦνται ἀπολυμάνσεις οἰκιῶν κ.λ.π.: [1132, 504, 1353, 582]
article-paragraph: Κατόπιν ὁ κ. Γ. Ράλλης ἐκδότης τῆς ἐφημερίδος ἐθήθειν προσφωνεῖ τάς ἐνόσπους τοῦ Πανεπιστημίου Συλλόγου.: [629, 232, 862, 271]
column-rule: [378, 122, 379, 2062]
article-heading: ΑΠΑΓΩΓΗ ΝΕΟΥ: [900, 498, 1088, 523]
column-4: [874, 122, 1114, 2072]
scanned-edge-band: [0, 0, 1600, 40]
article-heading: Η ΕΚΔΡΟΜΗ: [426, 701, 575, 726]
article-paragraph: Ἡ ἐπιστροφή ἤρχισε τήν 9 1/2 ἀκριβῶς μετά τήν ἱστορικήν τῶν Θηβῶν παντός γνωρίσεως.: [384, 1240, 617, 1280]
